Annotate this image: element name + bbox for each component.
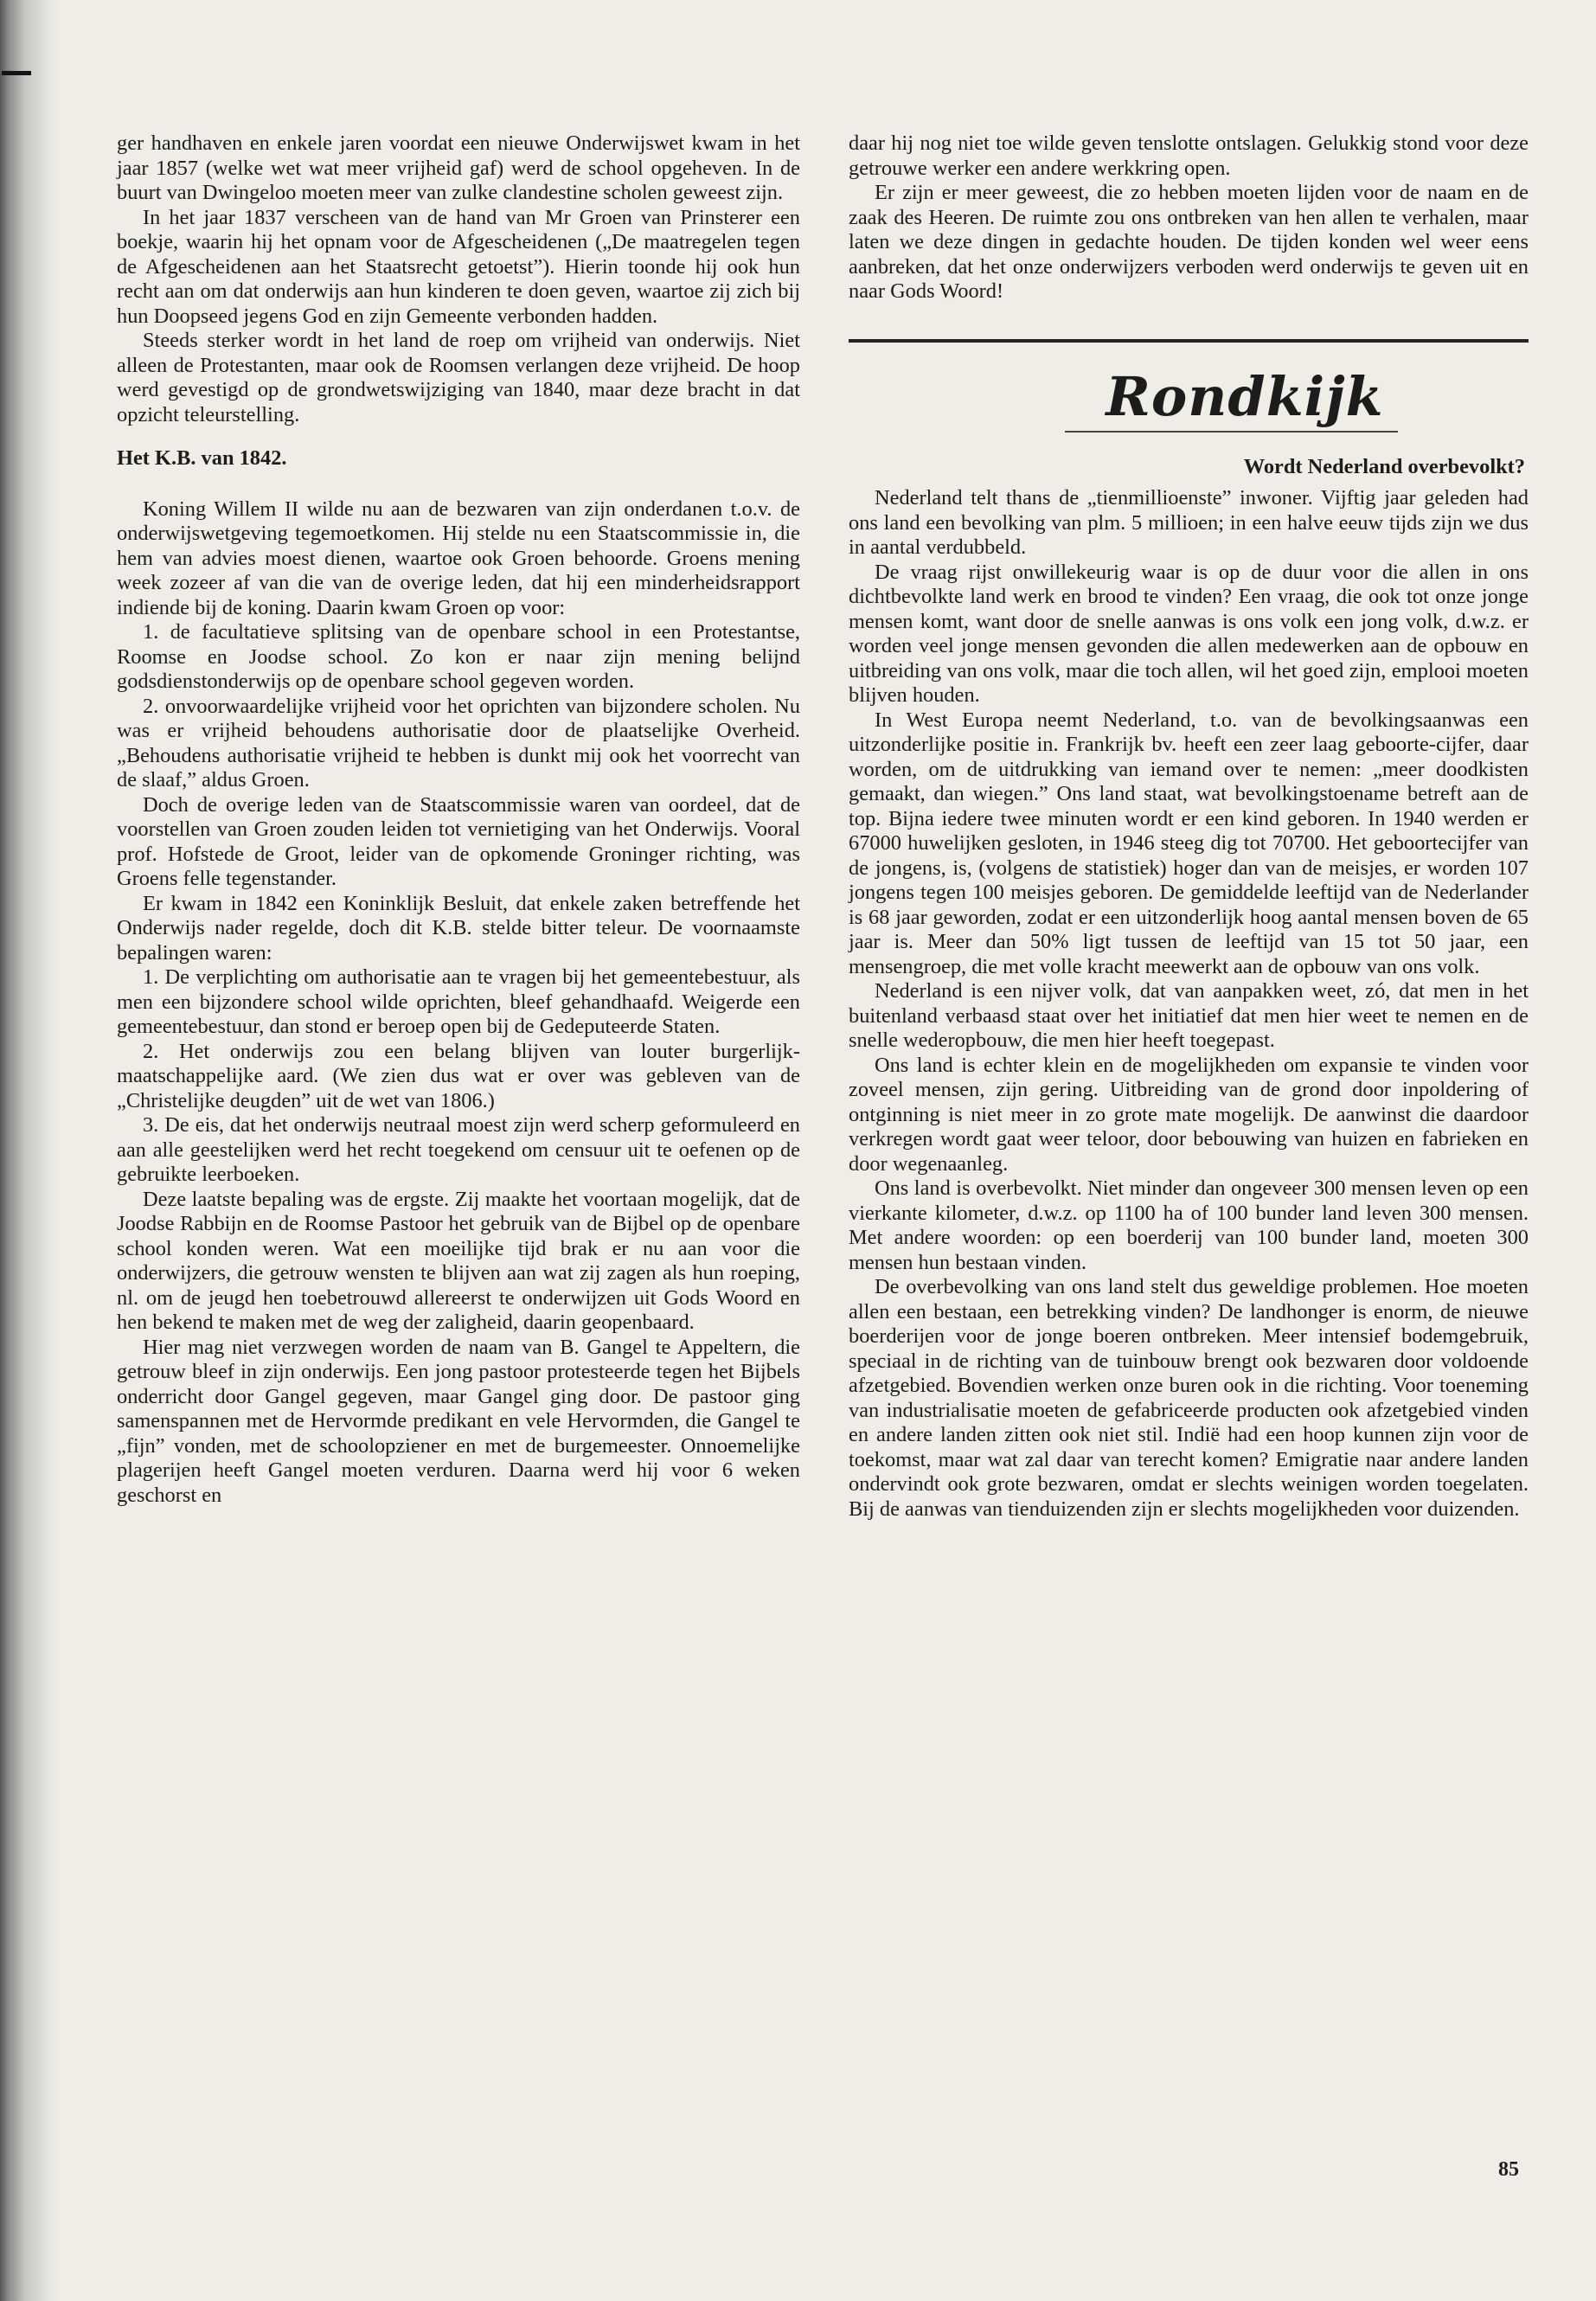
paragraph: Nederland is een nijver volk, dat van aanpakken weet, zó, dat men in het buitenland verbaasd staat over het initiatief dat men hier weet te nemen en de snelle wederopbouw, die men hier heeft toegepast. — [849, 979, 1529, 1052]
list-item: 1. De verplichting om authorisatie aan te vragen bij het gemeentebestuur, als men een bijzondere school wilde oprichten, bleef gehandhaafd. Weigerde een gemeentebestuur, dan stond er beroep open bij de Gedeputeerde Staten. — [117, 965, 800, 1038]
paragraph: Er zijn er meer geweest, die zo hebben moeten lijden voor de naam en de zaak des Heeren. De ruimte zou ons ontbreken van hen allen te verhalen, maar laten we deze dingen in gedachte houden. De tijden konden wel weer eens aanbreken, dat het onze onderwijzers verboden werd onderwijs te geven uit en naar Gods Woord! — [849, 181, 1529, 303]
paragraph: Nederland telt thans de „tienmillioenste” inwoner. Vijftig jaar geleden had ons land een bevolking van plm. 5 millioen; in een halve eeuw tijds zijn we dus in aantal verdubbeld. — [849, 486, 1529, 559]
list-item: 1. de facultatieve splitsing van de openbare school in een Protestantse, Roomse en Joodse school. Zo kon er naar zijn mening belijnd godsdienstonderwijs op de openbare school gegeven worden. — [117, 620, 800, 693]
paragraph: Ons land is overbevolkt. Niet minder dan ongeveer 300 mensen leven op een vierkante kilometer, d.w.z. op 1100 ha of 100 bunder land leven 300 mensen. Met andere woorden: op een boerderij van 100 bunder land, moeten 300 mensen hun bestaan vinden. — [849, 1176, 1529, 1274]
paragraph: Steeds sterker wordt in het land de roep om vrijheid van onderwijs. Niet alleen de Protestanten, maar ook de Roomsen verlangen deze vrijheid. De hoop werd gevestigd op de grondwetswijziging van 1840, maar deze bracht in dat opzicht teleurstelling. — [117, 329, 800, 426]
paragraph: Koning Willem II wilde nu aan de bezwaren van zijn onderdanen t.o.v. de onderwijswetgeving tegemoetkomen. Hij stelde nu een Staatscommissie in, die hem van advies moest dienen, waartoe ook Groen behoorde. Groens mening week zozeer af van die van de overige leden, dat hij een minderheidsrapport indiende bij de koning. Daarin kwam Groen op voor: — [117, 497, 800, 619]
paragraph: In West Europa neemt Nederland, t.o. van de bevolkingsaanwas een uitzonderlijke positie in. Frankrijk bv. heeft een zeer laag geboorte-cijfer, daar worden, om de uitdrukking van iemand over te nemen: „meer doodkisten gemaakt, dan wiegen.” Ons land staat, wat bevolkingstoename betreft aan de top. Bijna iedere twee minuten wordt er een kind geboren. In 1940 werden er 67000 huwelijken gesloten, in 1946 steeg dig tot 70700. Het geboortecijfer van de jongens, is, (volgens de statistiek) hoger dan van de meisjes, er worden 107 jongens tegen 100 meisjes geboren. De gemiddelde leeftijd van de Nederlander is 68 jaar geworden, zodat er een uitzonderlijk hoog aantal mensen boven de 65 jaar is. Meer dan 50% ligt tussen de leeftijd van 15 tot 50 jaar, een mensengroep, die met volle kracht meewerkt aan de opbouw van ons volk. — [849, 708, 1529, 978]
paragraph: In het jaar 1837 verscheen van de hand van Mr Groen van Prinsterer een boekje, waarin hij het opnam voor de Afgescheidenen („De maatregelen tegen de Afgescheidenen aan het Staatsrecht getoetst”). Hierin toonde hij ook hun recht aan om dat onderwijs aan hun kinderen te doen geven, waartoe zij zich bij hun Doopseed jegens God en zijn Gemeente verbonden hadden. — [117, 205, 800, 328]
rubric-underline — [1065, 431, 1398, 433]
rubric-title: Rondkijk — [1106, 364, 1384, 428]
paragraph: Er kwam in 1842 een Koninklijk Besluit, dat enkele zaken betreffende het Onderwijs nader regelde, doch dit K.B. stelde bitter teleur. De voornaamste bepalingen waren: — [117, 891, 800, 965]
paragraph: Ons land is echter klein en de mogelijkheden om expansie te vinden voor zoveel mensen, zijn gering. Uitbreiding van de grond door inpoldering of ontginning is niet meer in zo grote mate mogelijk. De aanwinst die daardoor verkregen wordt gaat weer teloor, door bebouwing van huizen en fabrieken en door wegenaanleg. — [849, 1053, 1529, 1176]
list-item: 3. De eis, dat het onderwijs neutraal moest zijn werd scherp geformuleerd en aan alle geestelijken werd het recht toegekend om censuur uit te oefenen op de gebruikte leerboeken. — [117, 1113, 800, 1186]
paragraph: De vraag rijst onwillekeurig waar is op de duur voor die allen in ons dichtbevolkte land werk en brood te vinden? Een vraag, die ook tot onze jonge mensen komt, want door de snelle aanwas is ons volk een jong volk, d.w.z. er worden veel jonge mensen gevonden die allen medewerken aan de opbouw en uitbreiding van ons volk, maar die toch allen, wil het goed zijn, emplooi moeten blijven houden. — [849, 560, 1529, 707]
article-heading: Wordt Nederland overbevolkt? — [1243, 454, 1525, 478]
list-item: 2. onvoorwaardelijke vrijheid voor het oprichten van bijzondere scholen. Nu was er vrijheid behoudens authorisatie door de plaatselijke Overheid. „Behoudens authorisatie vrijheid te hebben is dunkt mij ook het voorrecht van de slaaf,” aldus Groen. — [117, 694, 800, 792]
page-number: 85 — [1498, 2158, 1519, 2181]
list-item: 2. Het onderwijs zou een belang blijven van louter burgerlijk-maatschappelijke aard. (We zien dus wat er over was gebleven van de „Christelijke deugden” uit de wet van 1806.) — [117, 1039, 800, 1112]
paragraph: De overbevolking van ons land stelt dus geweldige problemen. Hoe moeten allen een bestaan, een betrekking vinden? De landhonger is enorm, de nieuwe boerderijen voor de jonge boeren ontbreken. Meer intensief bodemgebruik, speciaal in de richting van de tuinbouw brengt ook bezwaren door voldoende afzetgebied. Bovendien werken onze buren ook in die richting. Voor toeneming van industrialisatie moeten de gefabriceerde producten ook afzetgebied vinden en andere landen zitten ook niet stil. Indië had een hoop kunnen zijn voor de toekomst, maar wat zal daar van terecht komen? Emigratie naar andere landen ondervindt ook grote bezwaren, omdat er slechts weinigen worden toegelaten. Bij de aanwas van tienduizenden zijn er slechts mogelijkheden voor duizenden. — [849, 1275, 1529, 1521]
section-separator — [849, 339, 1529, 343]
left-column — [117, 131, 800, 1508]
scan-edge-shadow — [0, 0, 61, 2301]
paragraph: Doch de overige leden van de Staatscommissie waren van oordeel, dat de voorstellen van Groen zouden leiden tot vernietiging van het Onderwijs. Vooral prof. Hofstede de Groot, leider van de opkomende Groninger richting, was Groens felle tegenstander. — [117, 792, 800, 890]
right-column — [849, 131, 1529, 1522]
section-heading: Het K.B. van 1842. — [117, 446, 287, 470]
paragraph: Deze laatste bepaling was de ergste. Zij maakte het voortaan mogelijk, dat de Joodse Rabbijn en de Roomse Pastoor het gebruik van de Bijbel op de openbare school konden weren. Wat een moeilijke tijd brak er nu aan voor die onderwijzers, die getrouw wensten te blijven aan wat zij zagen als hun roeping, nl. om de jeugd hen toebetrouwd allereerst te onderwijzen uit Gods Woord en hen bekend te maken met de weg der zaligheid, daarin geopenbaard. — [117, 1187, 800, 1334]
paragraph: Hier mag niet verzwegen worden de naam van B. Gangel te Appeltern, die getrouw bleef in zijn onderwijs. Een jong pastoor protesteerde tegen het Bijbels onderricht door Gangel gegeven, maar Gangel ging door. De pastoor ging samenspannen met de Hervormde predikant en vele Hervormden, die Gangel te „fijn” vonden, met de schoolopziener en met de burgemeester. Onnoemelijke plagerijen heeft Gangel moeten verduren. Daarna werd hij voor 6 weken geschorst en — [117, 1335, 800, 1507]
scan-edge-mark — [2, 71, 31, 75]
paragraph: ger handhaven en enkele jaren voordat een nieuwe Onderwijswet kwam in het jaar 1857 (welke wet wat meer vrijheid gaf) werd de school opgeheven. In de buurt van Dwingeloo moeten meer van zulke clandestine scholen geweest zijn. — [117, 131, 800, 204]
paragraph: daar hij nog niet toe wilde geven tenslotte ontslagen. Gelukkig stond voor deze getrouwe werker een andere werkkring open. — [849, 131, 1529, 180]
